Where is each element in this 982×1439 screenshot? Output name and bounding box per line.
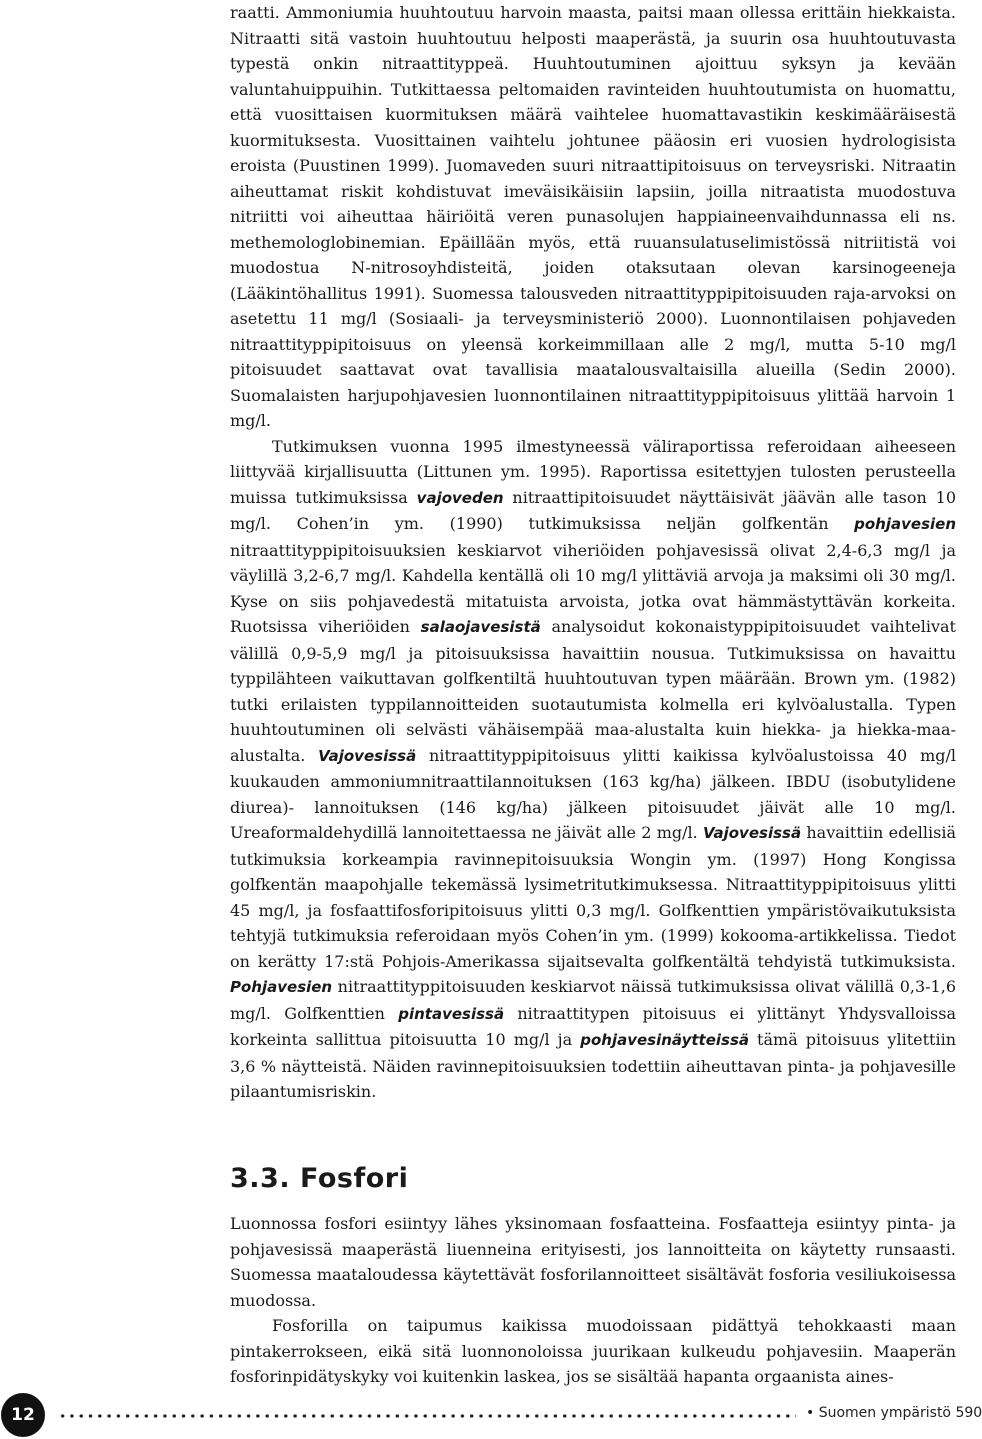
paragraph-golf-studies bbox=[230, 434, 956, 1105]
emphasized-term: pintavesissä bbox=[398, 1004, 505, 1023]
emphasized-term: Vajovesissä bbox=[703, 824, 802, 842]
paragraph-nitrate-intro bbox=[230, 0, 956, 434]
emphasized-term: pohjavesien bbox=[854, 515, 956, 533]
page-footer bbox=[0, 1393, 982, 1439]
section-paragraph: Fosforilla on taipumus kaikissa muodoissaan pidättyä tehokkaasti maan pintakerrokseen, eikä sitä luonnonoloissa juurikaan kulkeudu pohjavesiin. Maaperän fosforinpidätyskyky voi kuitenkin laskea, jos se sisältää hapanta orgaanista aines- bbox=[230, 1316, 956, 1386]
text-run: nitraattityppipitoisuuksien keskiarvot viheriöiden pohjavesissä olivat 2,4-6,3 mg/l ja väylillä 3,2-6,7 mg/l. Kahdella kentällä oli 10 mg/l ylittäviä arvoja ja maksimi oli 30 mg/l. Kyse on siis pohjavedestä mitatuista arvoista, jotka ovat hämmästyttävän korkeita. Ruotsissa viheriöiden bbox=[230, 540, 956, 636]
emphasized-term: Pohjavesien bbox=[230, 978, 333, 996]
emphasized-term: pohjavesinäytteissä bbox=[580, 1031, 749, 1049]
dotted-rule bbox=[58, 1414, 796, 1418]
page-content bbox=[230, 0, 957, 1386]
text-run: nitraattipitoisuudet näyttäisivät jäävän alle tason 10 mg/l. Cohen’in ym. (1990) tutkimuksissa neljän golfkentän bbox=[230, 487, 956, 533]
section-body bbox=[230, 1211, 956, 1390]
text-run: analysoidut kokonaistyppipitoisuudet vaihtelivat välillä 0,9-5,9 mg/l ja pitoisuuksissa havaittiin nousua. Tutkimuksissa on havaittu typpilähteen vaikuttavan golfkentiltä huuhtoutuvan typen määrään. Brown ym. (1982) tutki erilaisten typpilannoitteiden suotautumista kolmella eri kylvöalustalla. Typen huuhtoutuminen oli selvästi vähäisempää maa-alustalta kuin hiekka- ja hiekka-maa-alustalta. bbox=[230, 617, 956, 765]
emphasized-term: Vajovesissä bbox=[318, 746, 417, 765]
emphasized-term: salaojavesistä bbox=[420, 618, 541, 636]
text-run: Tutkimuksen vuonna 1995 ilmestyneessä väliraportissa referoidaan aiheeseen liittyvää kirjallisuutta (Littunen ym. 1995). Raportissa esitettyjen tulosten perusteella muissa tutkimuksissa bbox=[230, 436, 956, 507]
publication-label bbox=[806, 1405, 982, 1421]
text-run: raatti. Ammoniumia huuhtoutuu harvoin maasta, paitsi maan ollessa erittäin hiekkaista. Nitraatti sitä vastoin huuhtoutuu helposti maaperästä, ja suurin osa huuhtoutuvasta typestä onkin nitraattityppeä. Huuhtoutuminen ajoittuu syksyn ja kevään valuntahuippuihin. Tutkittaessa peltomaiden ravinteiden huuhtoutumista on huomattu, että vuosittaisen kuormituksen määrä vaihtelee huomattavastikin keskimääräisestä kuormituksesta. Vuosittainen vaihtelu johtunee pääosin eri vuosien hydrologisista eroista (Puustinen 1999). Juomaveden suuri nitraattipitoisuus on terveysriski. Nitraatin aiheuttamat riskit kohdistuvat imeväisikäisiin lapsiin, joilla nitraatista muodostuva nitriitti voi aiheuttaa häiriöitä veren punasolujen happiaineenvaihdunnassa eli ns. methemologlobinemian. Epäillään myös, että ruuansulatuselimistössä nitriitistä voi muodostua N-nitrosoyhdisteitä, joiden otaksutaan olevan karsinogeeneja (Lääkintöhallitus 1991). Suomessa talousveden nitraattityppipitoisuuden raja-arvoksi on asetettu 11 mg/l (Sosiaali- ja terveysministeriö 2000). Luonnontilaisen pohjaveden nitraattityppipitoisuus on yleensä korkeimmillaan alle 2 mg/l, mutta 5-10 mg/l pitoisuudet saattavat ovat tavallisia maatalousvaltaisilla alueilla (Sedin 2000). Suomalaisten harjupohjavesien luonnontilainen nitraattityppipitoisuus ylittää harvoin 1 mg/l. bbox=[230, 3, 956, 430]
publication-name: Suomen ympäristö 590 bbox=[818, 1405, 982, 1421]
text-run: nitraattitypen pitoisuus ei ylittänyt Yhdysvalloissa korkeinta sallittua pitoisuutta 10 mg/l ja bbox=[230, 1003, 956, 1049]
section-paragraph: Luonnossa fosfori esiintyy lähes yksinomaan fosfaatteina. Fosfaatteja esiintyy pinta- ja pohjavesissä maaperästä liuenneina erityisesti, jos lannoitteita on käytetty runsaasti. Suomessa maataloudessa käytettävät fosforilannoitteet sisältävät fosforia vesiliukoisessa muodossa. bbox=[230, 1214, 956, 1310]
text-run: havaittiin edellisiä tutkimuksia korkeampia ravinnepitoisuuksia Wongin ym. (1997) Hong Kongissa golfkentän maapohjalle tekemässä lysimetritutkimuksessa. Nitraattityppipitoisuus ylitti 45 mg/l, ja fosfaattifosforipitoisuus ylitti 0,3 mg/l. Golfkenttien ympäristövaikutuksista tehtyjä tutkimuksia referoidaan myös Cohen’in ym. (1999) kokooma-artikkelissa. Tiedot on kerätty 17:stä Pohjois-Amerikassa sijaitsevalta golfkentältä tehdyistä tutkimuksista. bbox=[230, 823, 957, 971]
section-title: 3.3. Fosfori bbox=[230, 1163, 409, 1194]
text-run: nitraattityppitoisuuden keskiarvot näissä tutkimuksissa olivat välillä 0,3-1,6 mg/l. Golfkenttien bbox=[230, 977, 956, 1023]
text-run: nitraattityppipitoisuus ylitti kaikissa kylvöalustoissa 40 mg/l kuukauden ammoniumnitraattilannoituksen (163 kg/ha) jälkeen. IBDU (isobutylidene diurea)- lannoituksen (146 kg/ha) jälkeen pitoisuudet jäivät alle 10 mg/l. Ureaformaldehydillä lannoitettaessa ne jäivät alle 2 mg/l. bbox=[230, 745, 956, 842]
page-number-badge: 12 bbox=[1, 1393, 45, 1437]
emphasized-term: vajoveden bbox=[416, 488, 504, 507]
bullet-icon: • bbox=[806, 1405, 815, 1421]
text-run: tämä pitoisuus ylitettiin 3,6 % näytteistä. Näiden ravinnepitoisuuksien todettiin aiheuttavan pinta- ja pohjavesille pilaantumisriskin. bbox=[230, 1030, 957, 1101]
